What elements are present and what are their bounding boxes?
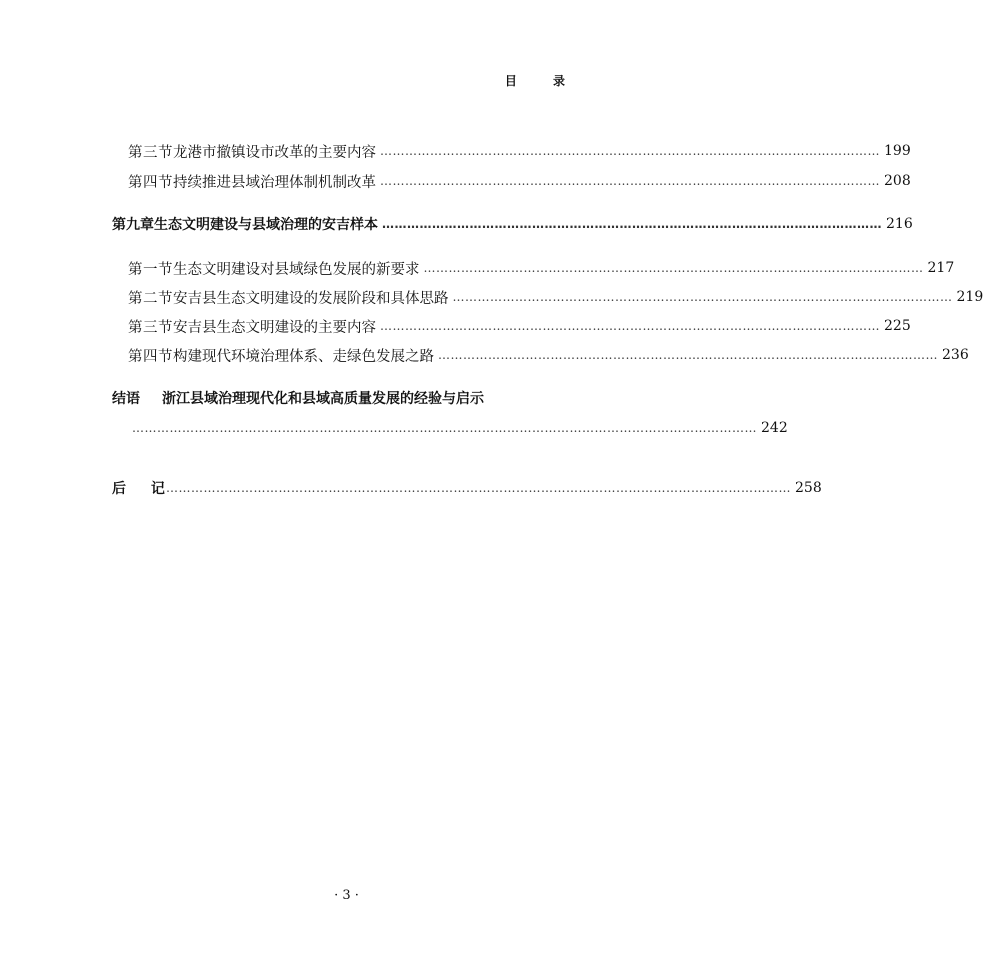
toc-entry-conclusion-leader[interactable] bbox=[0, 417, 788, 439]
section-label: 第三节 bbox=[128, 319, 173, 336]
toc-entry-section[interactable] bbox=[0, 140, 911, 162]
page-number: 199 bbox=[884, 143, 911, 159]
page-number: 216 bbox=[886, 216, 913, 232]
section-label: 第四节 bbox=[128, 348, 173, 365]
leader-dots: …………………………………………………………………………………………………………………………………… bbox=[166, 481, 791, 495]
section-label: 第三节 bbox=[128, 144, 173, 161]
section-title: 构建现代环境治理体系、走绿色发展之路 bbox=[173, 348, 434, 365]
page-number: 225 bbox=[884, 318, 911, 334]
leader-dots: ………………………………………………………………………………………………………… bbox=[380, 144, 880, 158]
leader-dots: ………………………………………………………………………………………………………… bbox=[382, 217, 882, 231]
toc-entry-section[interactable] bbox=[0, 286, 983, 308]
section-label: 第二节 bbox=[128, 290, 173, 307]
leader-dots: ………………………………………………………………………………………………………… bbox=[380, 319, 880, 333]
toc-entry-conclusion[interactable] bbox=[0, 387, 693, 409]
page-number: 219 bbox=[956, 289, 983, 305]
page-number: 242 bbox=[761, 420, 788, 436]
section-label: 第一节 bbox=[128, 261, 173, 278]
leader-dots: ………………………………………………………………………………………………………… bbox=[452, 290, 953, 304]
section-title: 持续推进县域治理体制机制改革 bbox=[173, 174, 376, 191]
section-title: 安吉县生态文明建设的发展阶段和具体思路 bbox=[173, 290, 449, 307]
leader-dots: …………………………………………………………………………………………………………………………………… bbox=[132, 421, 757, 435]
toc-entry-section[interactable] bbox=[0, 257, 955, 279]
page-number: 258 bbox=[795, 480, 822, 496]
section-title: 龙港市撤镇设市改革的主要内容 bbox=[173, 144, 376, 161]
page-number: 236 bbox=[942, 347, 969, 363]
leader-dots: ………………………………………………………………………………………………………… bbox=[438, 348, 938, 362]
toc-entry-chapter[interactable] bbox=[0, 213, 913, 235]
conclusion-title: 浙江县域治理现代化和县域高质量发展的经验与启示 bbox=[162, 391, 484, 407]
leader-dots: ………………………………………………………………………………………………………… bbox=[423, 261, 924, 275]
page-number: 217 bbox=[927, 260, 955, 276]
conclusion-label: 结语 bbox=[112, 391, 140, 407]
page-number: 208 bbox=[884, 173, 911, 189]
section-label: 第四节 bbox=[128, 174, 173, 191]
chapter-label: 第九章 bbox=[112, 217, 154, 233]
section-title: 生态文明建设对县域绿色发展的新要求 bbox=[173, 261, 420, 278]
chapter-title: 生态文明建设与县域治理的安吉样本 bbox=[154, 217, 378, 233]
toc-entry-postscript[interactable] bbox=[0, 477, 822, 499]
toc-entry-section[interactable] bbox=[0, 344, 969, 366]
postscript-label: 后 记 bbox=[112, 481, 175, 497]
section-title: 安吉县生态文明建设的主要内容 bbox=[173, 319, 376, 336]
toc-entry-section[interactable] bbox=[0, 170, 911, 192]
running-header: 目 录 bbox=[504, 74, 581, 88]
page-footer-number: · 3 · bbox=[334, 888, 359, 903]
toc-entry-section[interactable] bbox=[0, 315, 911, 337]
leader-dots: ………………………………………………………………………………………………………… bbox=[380, 174, 880, 188]
